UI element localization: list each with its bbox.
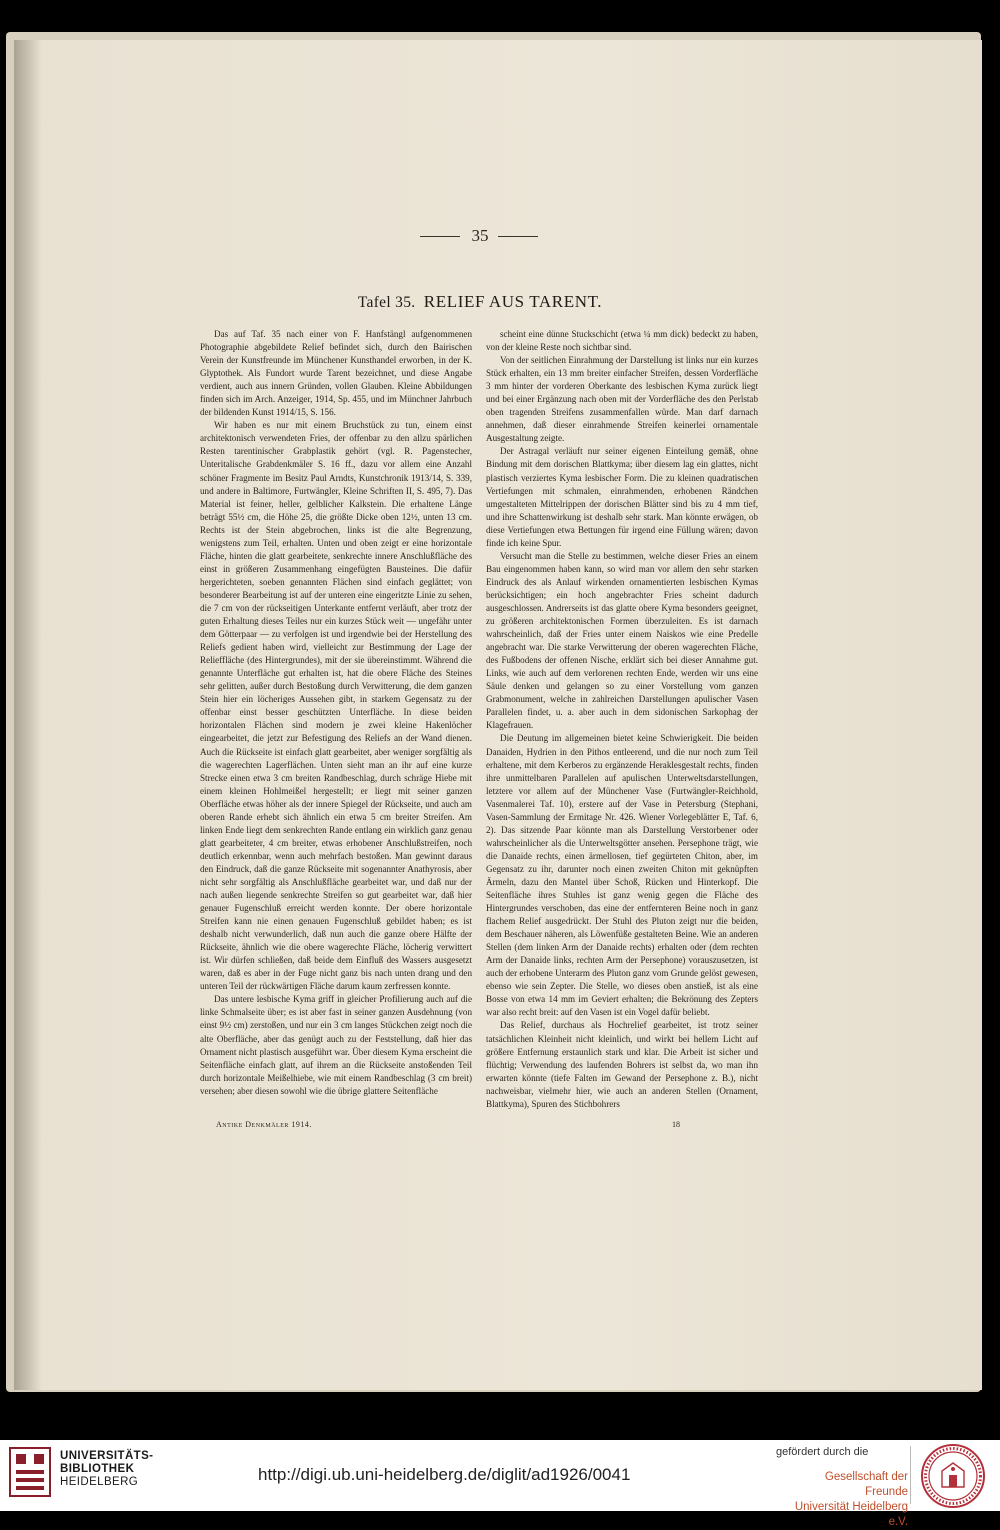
paragraph: Der Astragal verläuft nur seiner eigenen Einteilung gemäß, ohne Bindung mit dem dorischen Blattkyma; über diesem lag ein glattes, nicht plastisch verziertes Kyma lesbischer Form. Die zu kleinen quadratischen Vertiefungen mit schmalen, einrahmenden, erhobenen Rändchen umgestalteten Mittelrippen der dorischen Blätter sind bis zu 4 mm tief, und ihre Schattenwirkung ist deshalb sehr stark. Man könnte erwägen, ob diese Vertiefungen etwa Bettungen für irgend eine Füllung wären; davon finde ich keine Spur.	[486, 446, 758, 548]
paragraph: scheint eine dünne Stuckschicht (etwa ¼ mm dick) bedeckt zu haben, von der kleine Reste noch sichtbar sind.	[486, 329, 758, 353]
text-column-right	[486, 328, 758, 1111]
paragraph: Die Deutung im allgemeinen bietet keine Schwierigkeit. Die beiden Danaiden, Hydrien in den Pithos entleerend, und die nur noch zum Teil erhaltene, mit dem Kerberos zu ergänzende Heraklesgestalt rechts, finden ihre unmittelbaren Parallelen auf apulischen Unterweltsdarstellungen, letztere vor allem auf der Münchener Vase (Furtwängler-Reichhold, Vasenmalerei Taf. 10), erstere auf der Vase in Petersburg (Stephani, Vasen-Sammlung der Ermitage Nr. 426. Wiener Vorlegeblätter E, Taf. 6, 2). Das sitzende Paar könnte man als Darstellung Verstorbener oder wahrscheinlicher als die Unterweltsgötter ansehen. Persephone trägt, wie die Danaide rechts, einen ärmellosen, tief gegürteten Chiton, aber, im Gegensatz zu ihr, darunter noch einen zweiten Chiton mit geknüpften Ärmeln, dazu den Mantel über Schoß, Rücken und Hinterkopf. Die Seitenfläche ihres Stuhles ist ganz wenig gegen die Fläche des Hintergrundes verschoben, das eine der entfernteren Beine noch in ganz flachem Relief ausgedrückt. Der Stuhl des Pluton zeigt nur die beiden, dem Beschauer näheren, als Löwenfüße gestalteten Beine. Wie an anderen Stellen (dem linken Arm der Danaide rechts) erhalten oder (dem rechten Arm der Danaide links, rechten Arm der Persephone) vorauszusetzen, ist auch der erhobene Unterarm des Pluton ganz vom Grunde gelöst gewesen, ebenso wie sein Zepter. Die Stelle, wo dieses oben anstieß, ist als eine Bosse von etwa 14 mm im Geviert erhalten; die Bekrönung des Zepters war also recht breit: auf den Vasen ist ein Vogel dafür beliebt.	[486, 733, 758, 1018]
text-column-left	[200, 328, 472, 1098]
page-gutter-shadow	[14, 40, 42, 1390]
institution-line: HEIDELBERG	[60, 1476, 139, 1488]
permalink-url[interactable]: http://digi.ub.uni-heidelberg.de/diglit/ad1926/0041	[258, 1465, 631, 1484]
sponsor-divider	[910, 1446, 911, 1504]
paragraph: Von der seitlichen Einrahmung der Darstellung ist links nur ein kurzes Stück erhalten, ein 13 mm breiter einfacher Streifen, dessen Vorderfläche 3 mm hinter der vorderen Oberkante des lesbischen Kyma zurück liegt und bei einer Ergänzung nach oben mit der Vorderfläche des den Perlstab oben tragenden Streifens zusammenfallen würde. Man darf darnach annehmen, daß dieser einrahmende Streifen keinerlei ornamentale Ausgestaltung zeigte.	[486, 355, 758, 444]
plate-label: Tafel 35.	[357, 294, 416, 311]
paragraph: Das untere lesbische Kyma griff in gleicher Profilierung auch auf die linke Schmalseite über; es ist aber fast in seiner ganzen Ausdehnung (von einst 9½ cm) zerstoßen, und nur ein 3 cm langes Stückchen zeigt noch die alte Oberfläche, aber das genügt auch zu der Feststellung, daß hier das Ornament nicht plastisch ausgeführt war. Über diesem Kyma erscheint die Seitenfläche einfach glatt, auf ihrem an die Rückseite anstoßenden Teil durch horizontale Meißelhiebe, wie mit einem Randbeschlag (3 cm breit) versehen; aber diesen sowohl wie die übrige glattere Seitenfläche	[200, 994, 472, 1096]
paragraph: Versucht man die Stelle zu bestimmen, welche dieser Fries an einem Bau eingenommen haben kann, so wird man vor allem den sehr starken Eindruck des als Anlauf wirkenden ornamentierten lesbischen Kymas berücksichtigen; ein hoch angebrachter Fries scheint dadurch ausgeschlossen. Andrerseits ist das glatte obere Kyma besonders geeignet, zu größeren architektonischen Formen überzuleiten. Es ist darnach wahrscheinlich, daß der Fries unter einem Naiskos wie eine Predelle angebracht war. Die starke Verwitterung der oberen wagerechten Fläche, des Fußbodens der offenen Nische, erklärt sich bei dieser Annahme gut. Links, wie auch auf dem verlorenen rechten Ende, werden wir uns eine Säule denken und gelangen so zu einer Vorstellung vom ganzen Grabmonument, welche in zahlreichen Darstellungen apulischer Vasen Parallelen findet, u. a. aber auch in dem sidonischen Sarkophag der Klagefrauen.	[486, 550, 758, 731]
footer-signature: 18	[672, 1120, 680, 1129]
sponsor-name-line: Universität Heidelberg e.V.	[794, 1501, 908, 1528]
sponsor-intro: gefördert durch die	[776, 1446, 869, 1458]
institution-line: BIBLIOTHEK	[60, 1463, 135, 1475]
sponsor-name-line: Gesellschaft der Freunde	[824, 1471, 908, 1498]
institution-line: UNIVERSITÄTS-	[60, 1450, 154, 1462]
sponsor-link[interactable]	[780, 1470, 908, 1530]
paragraph: Wir haben es nur mit einem Bruchstück zu tun, einem einst architektonisch verwendeten Fries, der offenbar zu den allzu spärlichen Resten tarentinischer Grabplastik gehört (vgl. R. Pagenstecher, Unteritalische Grabdenkmäler S. 16 ff., dazu vor allem eine Anzahl schöner Fragmente im Besitz Paul Arndts, Kunstchronik 1913/14, S. 339, und andere in Baltimore, Furtwängler, Kleine Schriften II, S. 495, 7). Das Material ist feiner, heller, gelblicher Kalkstein. Die erhaltene Länge beträgt 55½ cm, die Höhe 25, die größte Dicke oben 12½, unten 13 cm. Rechts ist der Stein abgebrochen, links ist die alte Begrenzung, wenigstens zum Teil, erhalten. Unten und oben zeigt er eine horizontale Fläche, hinten die glatt gearbeitete, senkrechte innere Anschlußfläche des einst in größeren Zusammenhang eingefügten Bausteines. Die dafür hergerichteten, soeben genannten Flächen sind einfach geglättet; von besonderer Bearbeitung ist auf der unteren eine eingeritzte Linie zu sehen, die 7 cm von der rückseitigen Unterkante entfernt verläuft, aber trotz der guten Erhaltung dieses Teiles nur ein kurzes Stück weit — ungefähr unter dem Götterpaar — zu verfolgen ist und irgendwie bei der Herstellung des Reliefs gedient haben wird, vielleicht zur Bestimmung der Lage der Relieffläche (des Hintergrundes), mit der sie übereinstimmt. Während die genannte Unterfläche gut erhalten ist, hat die obere Fläche des Steines sehr gelitten, außer durch Bestoßung durch Verwitterung, die dem ganzen Stein hier ein löcheriges Aussehen gibt, in starkem Gegensatz zu der offenbar einst besser geschützten Unterfläche. In diese beiden horizontalen Flächen sind modern je zwei kleine Hakenlöcher eingearbeitet, die jetzt zur Befestigung des Reliefs an der Wand dienen. Auch die Rückseite ist einfach glatt gearbeitet, aber weniger sorgfältig als die wagerechten Lagerflächen. Unten sieht man an ihr auf eine kurze Strecke einen etwa 3 cm breiten Randbeschlag, durch schräge Hiebe mit einem kleinen Hohlmeißel hergestellt; er liegt mit seiner ganzen Oberfläche etwas höher als der innere Spiegel der Rückseite, und auch am oberen Rande erhebt sich ähnlich ein etwa 5 cm breiter Streifen. Am linken Ende liegt dem senkrechten Rande entlang ein wirklich ganz genau glatt gearbeiteter, 4 cm breiter, etwas erhobener Anschlußstreifen, noch deutlich erkennbar, wenn auch mehrfach bestoßen. Man gewinnt daraus den Eindruck, daß die ganze Rückseite mit sogenannter Anathyrosis, aber nicht sehr sorgfältig als Anschlußfläche gearbeitet war, und daß nur der nach außen liegende senkrechte Streifen so gut gearbeitet war, daß hier genauer Fugenschluß erreicht werden konnte. Der obere horizontale Streifen kann nie einen genauen Fugenschluß gebildet haben; es ist deshalb nicht verwunderlich, daß nun auch die ganze obere Hälfte der Rückseite, ähnlich wie die obere wagerechte Fläche, löcherig verwittert ist. Wir dürfen schließen, daß beide dem Einfluß des Wassers ausgesetzt waren, daß es aber in der Fuge nicht ganz bis nach unten drang und den unteren Teil der rückwärtigen Fläche darum kaum zerfressen konnte.	[200, 420, 472, 992]
paragraph: Das auf Taf. 35 nach einer von F. Hanfstängl aufgenommenen Photographie abgebildete Relief befindet sich, durch den Bairischen Verein der Kunstfreunde im Münchener Kunsthandel erworben, in der K. Glyptothek. Als Fundort wurde Tarent bezeichnet, und diese Angabe verdient, auch aus innern Gründen, vollen Glauben. Kleine Abbildungen finden sich im Arch. Anzeiger, 1914, Sp. 455, und im Münchner Jahrbuch der bildenden Kunst 1914/15, S. 156.	[200, 329, 472, 418]
title-text: RELIEF AUS TARENT.	[423, 292, 603, 311]
paragraph: Das Relief, durchaus als Hochrelief gearbeitet, ist trotz seiner tatsächlichen Kleinheit nicht kleinlich, und wirkt bei hellem Licht auf größere Entfernung erstaunlich stark und klar. Die Arbeit ist sicher und flüchtig; Verwendung des laufenden Bohrers ist selbst da, wo man ihn erwarten könnte (tiefe Falten im Gewand der Persephone z. B.), nicht nachweisbar, vielmehr hier, wie auch an anderen Stellen (Ornament, Blattkyma), Spuren des Stichbohrers	[486, 1020, 758, 1109]
sponsor-seal-icon	[920, 1443, 986, 1509]
university-library-logo-icon[interactable]	[8, 1446, 52, 1498]
footer-series-title: Antike Denkmäler 1914.	[216, 1120, 312, 1129]
institution-name[interactable]	[60, 1450, 153, 1489]
page-title	[200, 292, 760, 312]
page-number-rule-right	[498, 236, 538, 237]
page-number: 35	[471, 226, 489, 245]
